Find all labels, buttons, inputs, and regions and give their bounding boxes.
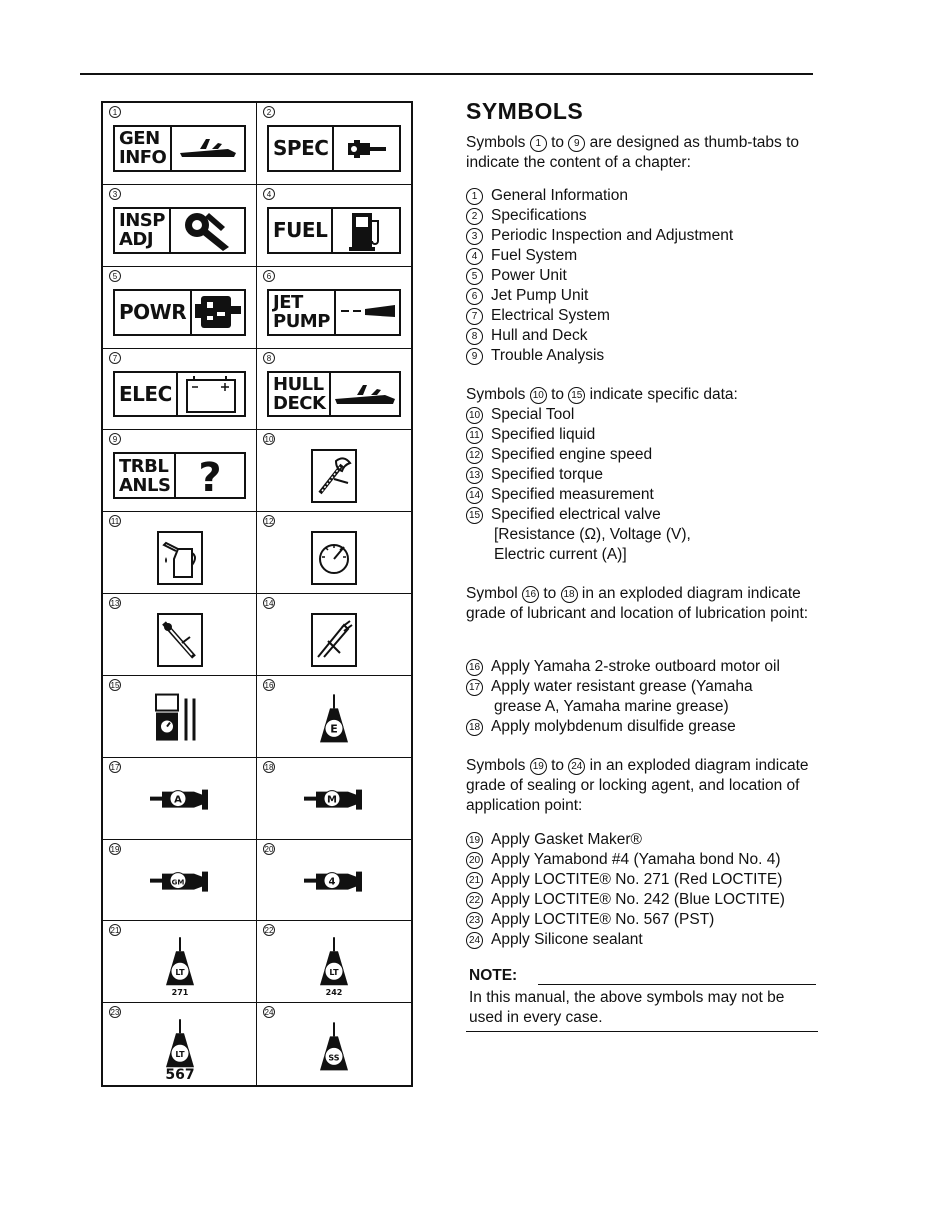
- list-item-text: Specified torque: [491, 466, 604, 483]
- list-item: [466, 910, 818, 930]
- multimeter-icon: [152, 689, 208, 750]
- list-item: [466, 326, 818, 346]
- symbol-number: 2: [263, 106, 275, 118]
- list-item: [466, 677, 818, 697]
- inspection-wrench-icon: [171, 209, 244, 252]
- caliper-icon: [311, 613, 357, 667]
- svg-text:242: 242: [325, 987, 343, 997]
- list-item-text: Apply water resistant grease (Yamaha: [491, 678, 753, 695]
- list-item-text: Apply molybdenum disulfide grease: [491, 718, 736, 735]
- symbol-cell-13: [103, 594, 257, 676]
- list-item: [466, 465, 818, 485]
- symbol-number: 19: [110, 844, 120, 854]
- circle-number: 15: [568, 387, 585, 404]
- list-item: [466, 717, 818, 737]
- symbol-number: 21: [110, 926, 120, 936]
- intro-thumb-tabs: Symbols 1 to 9 are designed as thumb-tabs to indicate the content of a chapter:: [466, 134, 800, 171]
- circle-number: 21: [466, 872, 483, 889]
- intro-specific-data: Symbols 10 to 15 indicate specific data:: [466, 386, 738, 403]
- circle-number: 14: [466, 487, 483, 504]
- circle-number: 15: [466, 507, 483, 524]
- svg-text:LT: LT: [174, 967, 185, 977]
- list-item: [466, 246, 818, 266]
- thumb-tab: [113, 452, 246, 499]
- symbol-cell-5: [103, 267, 257, 349]
- symbol-number: 8: [263, 352, 275, 364]
- thumb-tab: [113, 371, 246, 418]
- list-item-text: General Information: [491, 187, 628, 204]
- circle-number: 3: [466, 228, 483, 245]
- note-bottom-rule: [466, 1031, 818, 1032]
- circle-number: 17: [466, 679, 483, 696]
- circle-number: 16: [466, 659, 483, 676]
- symbol-cell-1: [103, 103, 257, 185]
- circle-number: 23: [466, 912, 483, 929]
- list-item-text: Trouble Analysis: [491, 347, 605, 364]
- circle-number: 20: [466, 852, 483, 869]
- symbol-cell-20: [257, 840, 411, 922]
- symbol-cell-4: [257, 185, 411, 267]
- circle-number: 10: [530, 387, 547, 404]
- list-item: [466, 445, 818, 465]
- symbol-number: 16: [264, 680, 274, 690]
- list-item: [466, 890, 818, 910]
- symbol-number: 22: [264, 926, 274, 936]
- circle-number: 7: [466, 308, 483, 325]
- list-item: [466, 657, 818, 677]
- list-item-text: Apply LOCTITE® No. 242 (Blue LOCTITE): [491, 891, 785, 908]
- thumb-tab-label: TRBL ANLS: [115, 454, 176, 497]
- symbol-cell-6: [257, 267, 411, 349]
- grease-a-icon: [148, 786, 212, 817]
- list-item: [466, 306, 818, 326]
- hull-icon: [331, 373, 399, 416]
- symbol-number: 13: [110, 599, 120, 608]
- symbol-cell-2: [257, 103, 411, 185]
- list-item-text: Periodic Inspection and Adjustment: [491, 227, 734, 244]
- loctite-567-icon: [160, 1017, 200, 1084]
- intro-sealing: Symbols 19 to 24 in an exploded diagram indicate grade of sealing or locking agent, and location of application point:: [466, 757, 809, 814]
- tachometer-icon: [311, 531, 357, 585]
- symbol-cell-18: [257, 758, 411, 840]
- thumb-tab-label: GEN INFO: [115, 127, 172, 170]
- circle-number: 10: [466, 407, 483, 424]
- circle-number: 18: [466, 719, 483, 736]
- thumb-tab-label: FUEL: [269, 209, 333, 252]
- list-item-text: Specifications: [491, 207, 587, 224]
- circle-number: 2: [466, 208, 483, 225]
- list-item-text: Specified engine speed: [491, 446, 653, 463]
- circle-number: 12: [466, 447, 483, 464]
- list-item-text: Fuel System: [491, 247, 578, 264]
- list-item-text: Apply Yamabond #4 (Yamaha bond No. 4): [491, 851, 781, 868]
- list-item: [466, 405, 818, 425]
- circle-number: 11: [466, 427, 483, 444]
- loctite-271-icon: [160, 935, 200, 1002]
- symbol-number: 7: [109, 352, 121, 364]
- data-item-cont-1: [Resistance (Ω), Voltage (V),: [494, 526, 691, 543]
- oil-can-icon: [157, 531, 203, 585]
- symbol-number: 3: [109, 188, 121, 200]
- thumb-tab: [113, 125, 246, 172]
- list-item-text: Specified liquid: [491, 426, 596, 443]
- svg-text:271: 271: [171, 987, 188, 997]
- jet-ski-icon: [172, 127, 244, 170]
- thumb-tab-label: SPEC: [269, 127, 334, 170]
- symbol-number: 6: [263, 270, 275, 282]
- symbol-number: 24: [264, 1008, 274, 1018]
- data-item-cont-2: Electric current (A)]: [494, 546, 627, 563]
- circle-number: 18: [561, 586, 578, 603]
- circle-number: 5: [466, 268, 483, 285]
- battery-icon: [178, 373, 244, 416]
- thumb-tab: [267, 289, 401, 336]
- jet-pump-icon: [336, 291, 399, 334]
- list-item: [466, 266, 818, 286]
- list-item-text: Jet Pump Unit: [491, 287, 589, 304]
- symbol-number: 17: [110, 762, 120, 772]
- gasket-gm-icon: [148, 868, 212, 899]
- symbol-grid: [101, 101, 413, 1087]
- wrench-spec-icon: [334, 127, 399, 170]
- symbol-number: 1: [109, 106, 121, 118]
- svg-text:A: A: [173, 794, 182, 806]
- list-item-text: Apply LOCTITE® No. 271 (Red LOCTITE): [491, 871, 783, 888]
- circle-number: 22: [466, 892, 483, 909]
- circle-number: 16: [522, 586, 539, 603]
- question-icon: [176, 454, 244, 497]
- grease-m-icon: [302, 786, 366, 817]
- symbol-number: 10: [264, 435, 274, 445]
- list-item: [466, 830, 818, 850]
- symbol-number: 20: [264, 844, 274, 854]
- list-item-text: Specified electrical valve: [491, 506, 661, 523]
- list-item: [466, 425, 818, 445]
- note-title: NOTE:: [469, 967, 518, 984]
- lubricant-e-icon: [314, 693, 354, 752]
- thumb-tab-label: POWR: [115, 291, 192, 334]
- list-item-text: Apply LOCTITE® No. 567 (PST): [491, 911, 715, 928]
- svg-text:SS: SS: [328, 1053, 340, 1063]
- symbol-cell-16: [257, 676, 411, 758]
- list-item-text: Apply Silicone sealant: [491, 931, 643, 948]
- list-item-text: Special Tool: [491, 406, 575, 423]
- svg-text:GM: GM: [171, 878, 184, 887]
- torque-wrench-icon: [157, 613, 203, 667]
- special-tool-icon: [311, 449, 357, 503]
- symbol-cell-7: [103, 349, 257, 431]
- symbol-number: 5: [109, 270, 121, 282]
- symbol-number: 18: [264, 762, 274, 772]
- circle-number: 24: [568, 758, 585, 775]
- symbol-number: 23: [110, 1008, 120, 1018]
- lube-item-cont: grease A, Yamaha marine grease): [494, 698, 729, 715]
- thumb-tab-label: ELEC: [115, 373, 178, 416]
- circle-number: 19: [530, 758, 547, 775]
- symbol-cell-22: [257, 921, 411, 1003]
- list-item-text: Hull and Deck: [491, 327, 588, 344]
- svg-text:E: E: [330, 722, 338, 736]
- symbol-number: 14: [264, 599, 274, 608]
- symbol-cell-12: [257, 512, 411, 594]
- list-item-text: Power Unit: [491, 267, 567, 284]
- symbol-cell-3: [103, 185, 257, 267]
- list-item-text: Electrical System: [491, 307, 610, 324]
- symbol-cell-11: [103, 512, 257, 594]
- symbol-number: 11: [110, 517, 120, 527]
- engine-icon: [192, 291, 244, 334]
- symbol-number: 9: [109, 433, 121, 445]
- symbol-cell-15: [103, 676, 257, 758]
- thumb-tab: [267, 125, 401, 172]
- note-body: In this manual, the above symbols may not be used in every case.: [469, 989, 785, 1026]
- circle-number: 24: [466, 932, 483, 949]
- circle-number: 19: [466, 832, 483, 849]
- list-item: [466, 870, 818, 890]
- circle-number: 4: [466, 248, 483, 265]
- svg-text:LT: LT: [174, 1050, 185, 1060]
- fuel-pump-icon: [333, 209, 399, 252]
- circle-number: 9: [466, 348, 483, 365]
- circle-number: 1: [466, 188, 483, 205]
- thumb-tab-label: HULL DECK: [269, 373, 331, 416]
- thumb-tab: [267, 371, 401, 418]
- list-item-text: Apply Gasket Maker®: [491, 831, 642, 848]
- symbol-cell-19: [103, 840, 257, 922]
- list-item-text: Apply Yamaha 2-stroke outboard motor oil: [491, 658, 780, 675]
- symbol-cell-10: [257, 430, 411, 512]
- svg-text:567: 567: [164, 1067, 195, 1080]
- symbol-cell-8: [257, 349, 411, 431]
- svg-text:4: 4: [328, 876, 336, 888]
- symbol-number: 12: [264, 517, 274, 527]
- list-item: [466, 485, 818, 505]
- thumb-tab: [113, 207, 246, 254]
- list-item: [466, 850, 818, 870]
- yamabond-4-icon: [302, 868, 366, 899]
- symbol-cell-9: [103, 430, 257, 512]
- list-item: [466, 505, 818, 525]
- list-item: [466, 206, 818, 226]
- list-item: [466, 930, 818, 950]
- circle-number: 13: [466, 467, 483, 484]
- intro-lubricant: Symbol 16 to 18 in an exploded diagram indicate grade of lubricant and location of lubrication point:: [466, 585, 809, 622]
- list-item: [466, 286, 818, 306]
- svg-text:LT: LT: [329, 967, 339, 977]
- symbol-cell-14: [257, 594, 411, 676]
- list-item: [466, 346, 818, 366]
- symbol-cell-24: [257, 1003, 411, 1085]
- silicone-ss-icon: [314, 1020, 354, 1079]
- loctite-242-icon: [314, 935, 354, 1002]
- list-item-text: Specified measurement: [491, 486, 654, 503]
- circle-number: 1: [530, 135, 547, 152]
- list-item: [466, 226, 818, 246]
- thumb-tab-label: INSP ADJ: [115, 209, 171, 252]
- symbol-cell-21: [103, 921, 257, 1003]
- thumb-tab-label: JET PUMP: [269, 291, 336, 334]
- circle-number: 9: [568, 135, 585, 152]
- list-item: [466, 186, 818, 206]
- svg-text:?: ?: [198, 454, 222, 499]
- symbol-cell-23: [103, 1003, 257, 1085]
- page-title: SYMBOLS: [466, 98, 584, 124]
- thumb-tab: [267, 207, 401, 254]
- circle-number: 8: [466, 328, 483, 345]
- note-rule: [538, 984, 816, 985]
- circle-number: 6: [466, 288, 483, 305]
- top-rule: [80, 73, 813, 75]
- svg-text:M: M: [327, 794, 337, 806]
- symbol-cell-17: [103, 758, 257, 840]
- symbol-number: 15: [110, 680, 120, 690]
- thumb-tab: [113, 289, 246, 336]
- symbol-number: 4: [263, 188, 275, 200]
